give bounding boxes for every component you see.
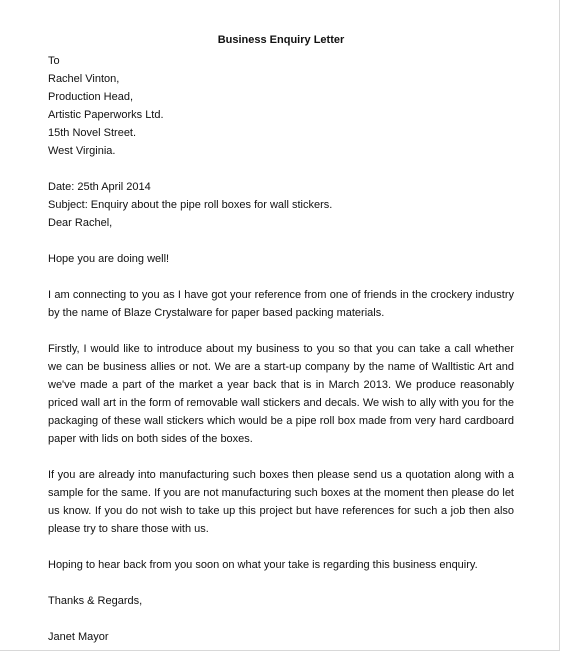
recipient-to: To bbox=[48, 55, 60, 67]
paragraph-introduction: Firstly, I would like to introduce about my business to you so that you can take a call whether we can be business allies or not. We are a start-up company by the name of Walltistic Art and we've made a part of the market a year back that is in March 2013. We produce reasonably priced wall art in the form of removable wall stickers and decals. We wish to ally with you for the packaging of these wall stickers which would be a pipe roll box made from very hard cardboard paper with lids on both sides of the boxes. bbox=[48, 343, 514, 445]
recipient-block bbox=[48, 52, 514, 160]
letter-closing: Thanks & Regards, bbox=[48, 595, 143, 607]
paragraph-hoping: Hoping to hear back from you soon on what your take is regarding this business enquiry. bbox=[48, 559, 478, 571]
letter-date: Date: 25th April 2014 bbox=[48, 181, 151, 193]
letter-subject: Subject: Enquiry about the pipe roll boxes for wall stickers. bbox=[48, 199, 333, 211]
letter-salutation: Dear Rachel, bbox=[48, 217, 113, 229]
letter-signature: Janet Mayor bbox=[48, 631, 109, 643]
paragraph-quotation-request: If you are already into manufacturing such boxes then please send us a quotation along with a sample for the same. If you are not manufacturing such boxes at the moment then please do let us know. If you do not wish to take up this project but have references for such a job then also please try to share those with us. bbox=[48, 469, 514, 535]
recipient-position: Production Head, bbox=[48, 91, 133, 103]
recipient-company: Artistic Paperworks Ltd. bbox=[48, 109, 164, 121]
letter-greeting: Hope you are doing well! bbox=[48, 253, 170, 265]
letter-title: Business Enquiry Letter bbox=[217, 34, 345, 46]
recipient-state: West Virginia. bbox=[48, 145, 116, 157]
letter-body bbox=[48, 31, 514, 646]
recipient-name: Rachel Vinton, bbox=[48, 73, 120, 85]
paragraph-reference: I am connecting to you as I have got your reference from one of friends in the crockery industry by the name of Blaze Crystalware for paper based packing materials. bbox=[48, 289, 514, 319]
recipient-street: 15th Novel Street. bbox=[48, 127, 137, 139]
